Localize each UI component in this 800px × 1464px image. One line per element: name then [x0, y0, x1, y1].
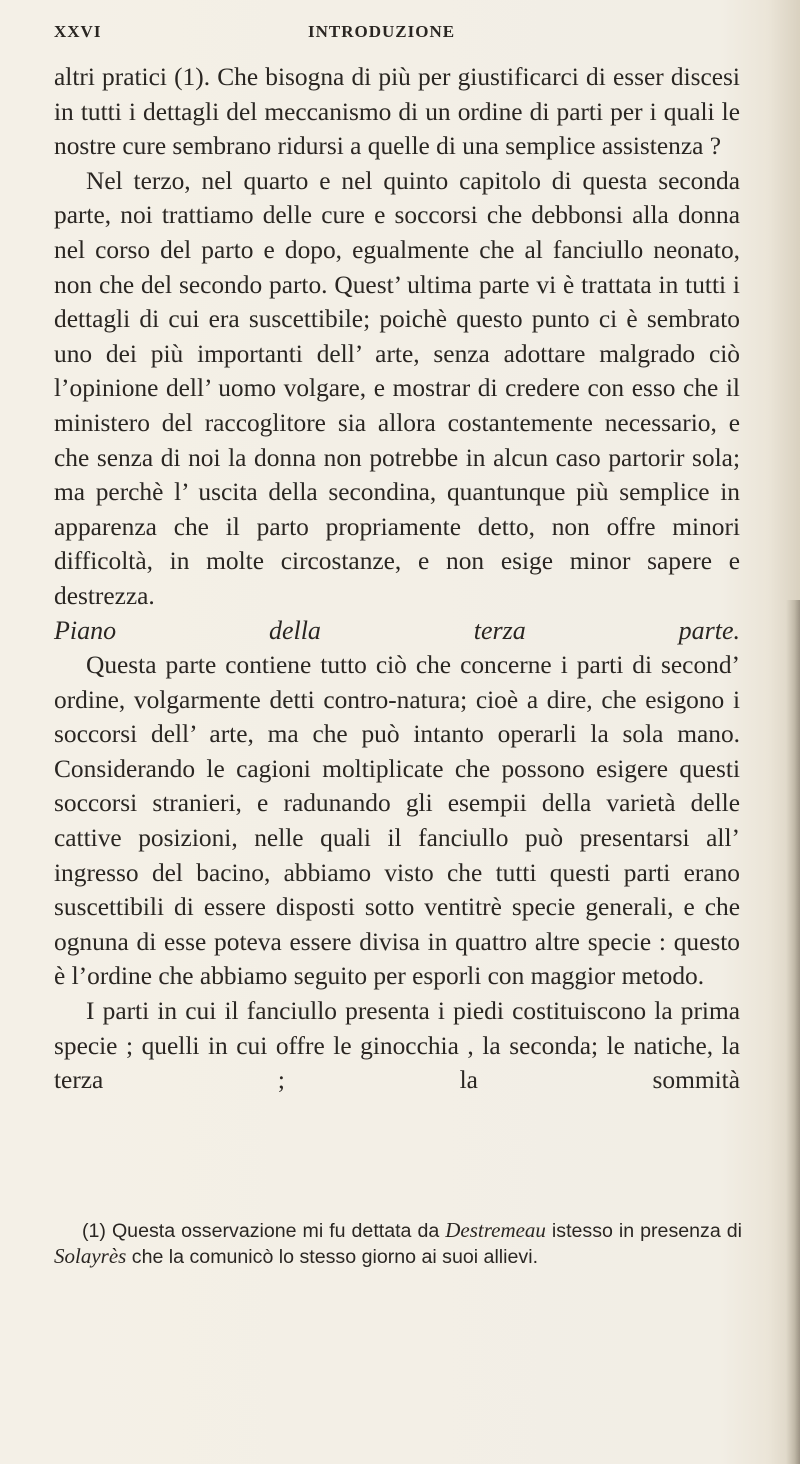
paragraph-third-part: Questa parte contiene tutto ciò che concerne i parti di second’ ordine, volgarmente detti contro-natura; cioè a dire, che esigono i soccorsi dell’ arte, ma che può intanto operarli la sola mano. Considerando le cagioni moltiplicate che possono esigere questi soccorsi stranieri, e radunando gli esempii della varietà delle cattive posizioni, nelle quali il fanciullo può presentarsi all’ ingresso del bacino, abbiamo visto che tutti questi parti erano suscettibili di essere disposti sotto ventitrè specie generali, e che ognuna di esse poteva essere divisa in quattro altre specie : questo è l’ordine che abbiamo seguito per esporli con maggior metodo. [54, 651, 740, 991]
footnote-marker: (1) [82, 1220, 106, 1242]
paragraph-species: I parti in cui il fanciullo presenta i piedi costituiscono la prima specie ; quelli in cui offre le ginocchia , la seconda; le natiche, la terza ; la sommità [54, 997, 740, 1095]
page-number: XXVI [54, 22, 102, 41]
footnote-text-c: che la comunicò lo stesso giorno ai suoi allievi. [126, 1245, 539, 1268]
page-header [54, 22, 736, 52]
footnote-name-destremeau: Destremeau [445, 1218, 546, 1242]
footnote-name-solayres: Solayrès [54, 1243, 127, 1268]
paragraph-second-part: Nel terzo, nel quarto e nel quinto capitolo di questa seconda parte, noi trattiamo delle cure e soccorsi che debbonsi alla donna nel corso del parto e dopo, egualmente che al fanciullo neonato, non che del secondo parto. Quest’ ultima parte vi è trattata in tutti i dettagli di cui era suscettibile; poichè questo punto ci è sembrato uno dei più importanti dell’ arte, senza adottare malgrado ciò l’opinione dell’ uomo volgare, e mostrar di credere con esso che il ministero del raccoglitore sia allora costantemente necessario, e che senza di noi la donna non potrebbe in alcun caso partorir sola; ma perchè l’ uscita della secondina, quantunque più semplice in apparenza che il parto propriamente detto, non offre minori difficoltà, in molte circostanze, e non esige minor sapere e destrezza. [54, 166, 740, 610]
footnote-text-a: Questa osservazione mi fu dettata da [105, 1220, 446, 1242]
main-text [54, 60, 740, 1098]
paragraph-continued: altri pratici (1). Che bisogna di più per giustificarci di esser discesi in tutti i dettagli del meccanismo di un ordine di parti per i quali le nostre cure sembrano ridursi a quelle di una semplice assistenza ? [54, 63, 740, 161]
footnote [54, 1218, 742, 1269]
footnote-text-b: istesso in presenza di [545, 1220, 742, 1242]
page-edge-shadow [786, 600, 800, 1464]
footnote-text [54, 1218, 742, 1269]
section-title: Piano della terza parte. [54, 615, 740, 645]
running-title: INTRODUZIONE [308, 22, 456, 41]
